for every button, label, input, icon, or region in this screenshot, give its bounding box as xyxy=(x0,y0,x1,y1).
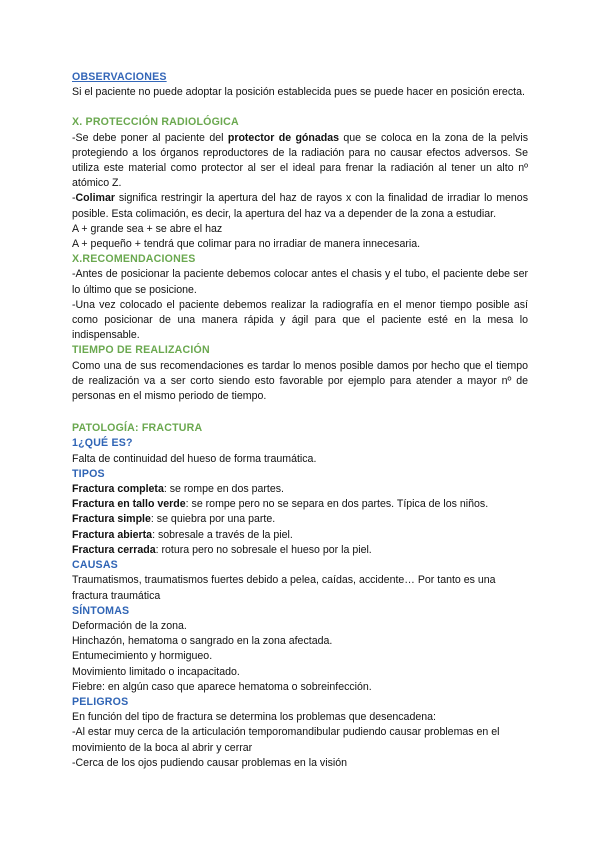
observaciones-heading: OBSERVACIONES xyxy=(72,71,167,83)
sintoma-item: Entumecimiento y hormigueo. xyxy=(72,650,213,663)
tiempo-text: Como una de sus recomendaciones es tardar lo menos posible damos por hecho que el tiempo de realización va a ser corto siendo esto favorable por ejemplo para atender a mayor nº de personas en el mismo periodo de tiempo. xyxy=(72,359,528,403)
patologia-heading: PATOLOGÍA: FRACTURA xyxy=(72,422,203,435)
recomendaciones-heading: X.RECOMENDACIONES xyxy=(72,253,196,266)
sintoma-item: Deformación de la zona. xyxy=(72,619,187,632)
sintoma-item: Fiebre: en algún caso que aparece hematoma o sobreinfección. xyxy=(72,680,372,693)
tiempo-heading: TIEMPO DE REALIZACIÓN xyxy=(72,344,210,357)
tipo-item: Fractura cerrada: rotura pero no sobresale el hueso por la piel. xyxy=(72,543,372,556)
peligro-item: -Cerca de los ojos pudiendo causar problemas en la visión xyxy=(72,756,348,769)
sintomas-heading: SÍNTOMAS xyxy=(72,604,130,617)
peligro-item: -Al estar muy cerca de la articulación temporomandibular pudiendo causar problemas en el movimiento de la boca al abrir y cerrar xyxy=(72,726,500,754)
que-es-heading: 1¿QUÉ ES? xyxy=(72,437,133,450)
peligros-intro: En función del tipo de fractura se determina los problemas que desencadena: xyxy=(72,711,436,724)
sintoma-item: Movimiento limitado o incapacitado. xyxy=(72,665,240,678)
tipo-item: Fractura abierta: sobresale a través de la piel. xyxy=(72,528,293,541)
recomendaciones-paragraph-2: -Una vez colocado el paciente debemos realizar la radiografía en el menor tiempo posible así como posicionar de una manera rápida y ágil para que el paciente esté en la mesa lo indispensable. xyxy=(72,298,528,342)
proteccion-paragraph-1: -Se debe poner al paciente del protector de gónadas que se coloca en la zona de la pelvis protegiendo a los órganos reproductores de la radiación para no causar efectos adversos. Se utiliza este material como protector al ser el ideal para frenar la radiación al tener un alto nº atómico Z. xyxy=(72,131,528,190)
recomendaciones-paragraph-1: -Antes de posicionar la paciente debemos colocar antes el chasis y el tubo, el paciente debe ser lo último que se posicione. xyxy=(72,268,528,296)
peligros-heading: PELIGROS xyxy=(72,695,129,708)
causas-text: Traumatismos, traumatismos fuertes debido a pelea, caídas, accidente… Por tanto es una fractura traumática xyxy=(72,574,496,602)
tipos-heading: TIPOS xyxy=(72,467,105,480)
sintoma-item: Hinchazón, hematoma o sangrado en la zona afectada. xyxy=(72,635,333,648)
proteccion-paragraph-2: -Colimar significa restringir la apertura del haz de rayos x con la finalidad de irradiar lo menos posible. Esta colimación, es decir, la apertura del haz va a depender de la zona a estudiar. xyxy=(72,192,528,220)
document-page xyxy=(72,70,528,771)
tipo-item: Fractura completa: se rompe en dos partes. xyxy=(72,483,284,496)
observaciones-text: Si el paciente no puede adoptar la posición establecida pues se puede hacer en posición erecta. xyxy=(72,86,525,99)
proteccion-line-2: A + pequeño + tendrá que colimar para no irradiar de manera innecesaria. xyxy=(72,238,421,251)
proteccion-line-1: A + grande sea + se abre el haz xyxy=(72,222,223,235)
causas-heading: CAUSAS xyxy=(72,559,118,572)
que-es-text: Falta de continuidad del hueso de forma traumática. xyxy=(72,452,317,465)
tipo-item: Fractura en tallo verde: se rompe pero no se separa en dos partes. Típica de los niños. xyxy=(72,498,489,511)
tipo-item: Fractura simple: se quiebra por una parte. xyxy=(72,513,276,526)
proteccion-heading: X. PROTECCIÓN RADIOLÓGICA xyxy=(72,116,239,129)
